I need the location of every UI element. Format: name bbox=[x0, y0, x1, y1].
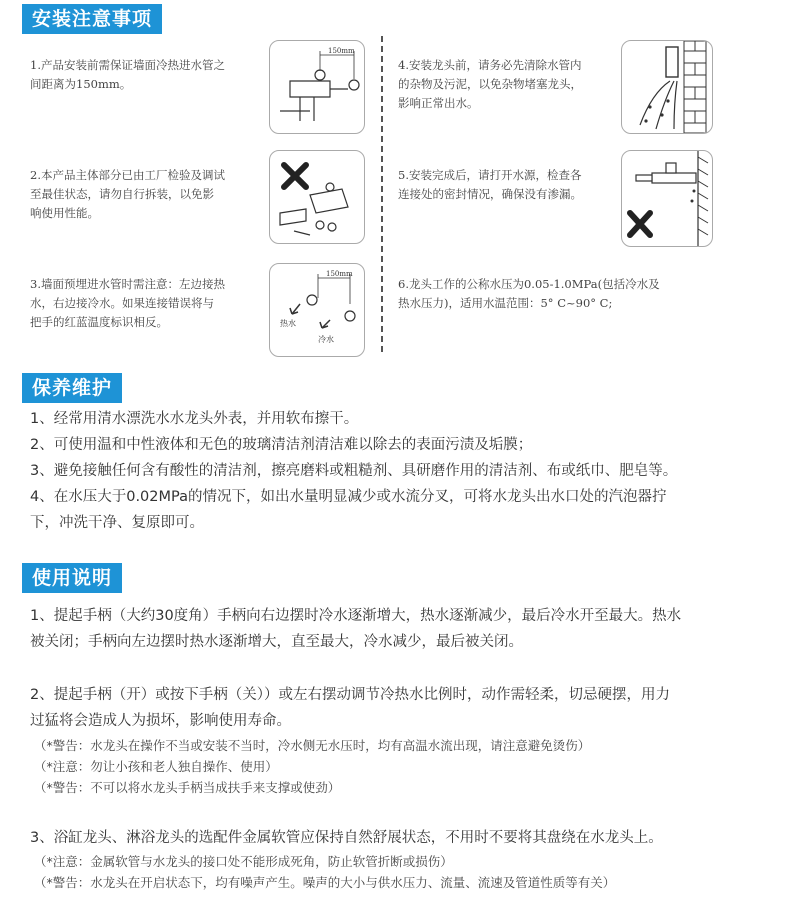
svg-text:150mm: 150mm bbox=[326, 270, 353, 278]
figure-no-disassemble bbox=[269, 150, 365, 244]
install-step-4: 4.安装龙头前，请务必先清除水管内 的杂物及污泥，以免杂物堵塞龙头， 影响正常出水。 bbox=[398, 58, 582, 110]
usage-para-1: 1、提起手柄（大约30度角）手柄向右边摆时冷水逐渐增大，热水逐渐减少，最后冷水开至最大。热水 bbox=[30, 608, 682, 624]
usage-caution-1: （*注意：勿让小孩和老人独自操作、使用） bbox=[34, 759, 278, 774]
pipe-flush-drawing bbox=[622, 41, 712, 133]
column-divider bbox=[381, 36, 383, 352]
usage-caution-2: （*注意：金属软管与水龙头的接口处不能形成死角，防止软管折断或损伤） bbox=[34, 854, 453, 869]
install-step-1: 1.产品安装前需保证墙面冷热进水管之 间距离为150mm。 bbox=[30, 58, 225, 91]
figure-wall-spacing bbox=[269, 40, 365, 134]
install-step-3: 3.墙面预埋进水管时需注意：左边接热 水，右边接冷水。如果连接错误将与 把手的红蓝温度标识相反。 bbox=[30, 277, 225, 329]
faucet-parts-drawing bbox=[270, 151, 364, 243]
install-section-title: 安装注意事项 bbox=[22, 4, 162, 34]
leak-check-drawing bbox=[622, 151, 712, 246]
usage-warning-1: （*警告：水龙头在操作不当或安装不当时，冷水侧无水压时，均有高温水流出现，请注意避免烫伤） bbox=[34, 738, 591, 753]
usage-para-2-cont: 过猛将会造成人为损坏，影响使用寿命。 bbox=[30, 713, 291, 729]
figure-hot-cold-connect bbox=[269, 263, 365, 357]
install-step-6: 6.龙头工作的公称水压为0.05-1.0MPa(包括冷水及 热水压力)，适用水温范围：5° C~90° C; bbox=[398, 277, 660, 310]
maintenance-item-4: 4、在水压大于0.02MPa的情况下，如出水量明显减少或水流分叉，可将水龙头出水口处的汽泡器拧 bbox=[30, 489, 667, 505]
maintenance-item-2: 2、可使用温和中性液体和无色的玻璃清洁剂清洁难以除去的表面污渍及垢膜； bbox=[30, 437, 533, 453]
faucet-spacing-drawing bbox=[270, 41, 364, 133]
usage-warning-2: （*警告：不可以将水龙头手柄当成扶手来支撑或使劲） bbox=[34, 780, 341, 795]
maintenance-item-3: 3、避免接触任何含有酸性的清洁剂，擦亮磨料或粗糙剂、具研磨作用的清洁剂、布或纸巾、肥皂等。 bbox=[30, 463, 678, 479]
hot-cold-pipe-drawing bbox=[270, 264, 364, 356]
dimension-label: 150mm bbox=[328, 47, 355, 55]
usage-para-3: 3、浴缸龙头、淋浴龙头的选配件金属软管应保持自然舒展状态，不用时不要将其盘绕在水龙头上。 bbox=[30, 830, 663, 846]
install-step-2: 2.本产品主体部分已由工厂检验及调试 至最佳状态，请勿自行拆装，以免影 响使用性能。 bbox=[30, 168, 225, 220]
install-step-5: 5.安装完成后，请打开水源，检查各 连接处的密封情况，确保没有渗漏。 bbox=[398, 168, 582, 201]
usage-para-2: 2、提起手柄（开）或按下手柄（关））或左右摆动调节冷热水比例时，动作需轻柔，切忌硬摆，用力 bbox=[30, 687, 670, 703]
x-mark-icon bbox=[630, 213, 650, 235]
x-mark-icon bbox=[284, 165, 306, 187]
maintenance-item-1: 1、经常用清水漂洗水水龙头外表，并用软布擦干。 bbox=[30, 411, 359, 427]
figure-clean-pipe bbox=[621, 40, 713, 134]
hot-water-label: 热水 bbox=[280, 319, 296, 328]
usage-section-title: 使用说明 bbox=[22, 563, 122, 593]
maintenance-item-4-cont: 下，冲洗干净、复原即可。 bbox=[30, 515, 204, 531]
usage-para-1-cont: 被关闭；手柄向左边摆时热水逐渐增大，直至最大，冷水减少，最后被关闭。 bbox=[30, 634, 523, 650]
cold-water-label: 冷水 bbox=[318, 335, 334, 344]
figure-leak-check bbox=[621, 150, 713, 247]
usage-warning-3: （*警告：水龙头在开启状态下，均有噪声产生。噪声的大小与供水压力、流量、流速及管道性质等有关） bbox=[34, 875, 616, 890]
maintenance-section-title: 保养维护 bbox=[22, 373, 122, 403]
